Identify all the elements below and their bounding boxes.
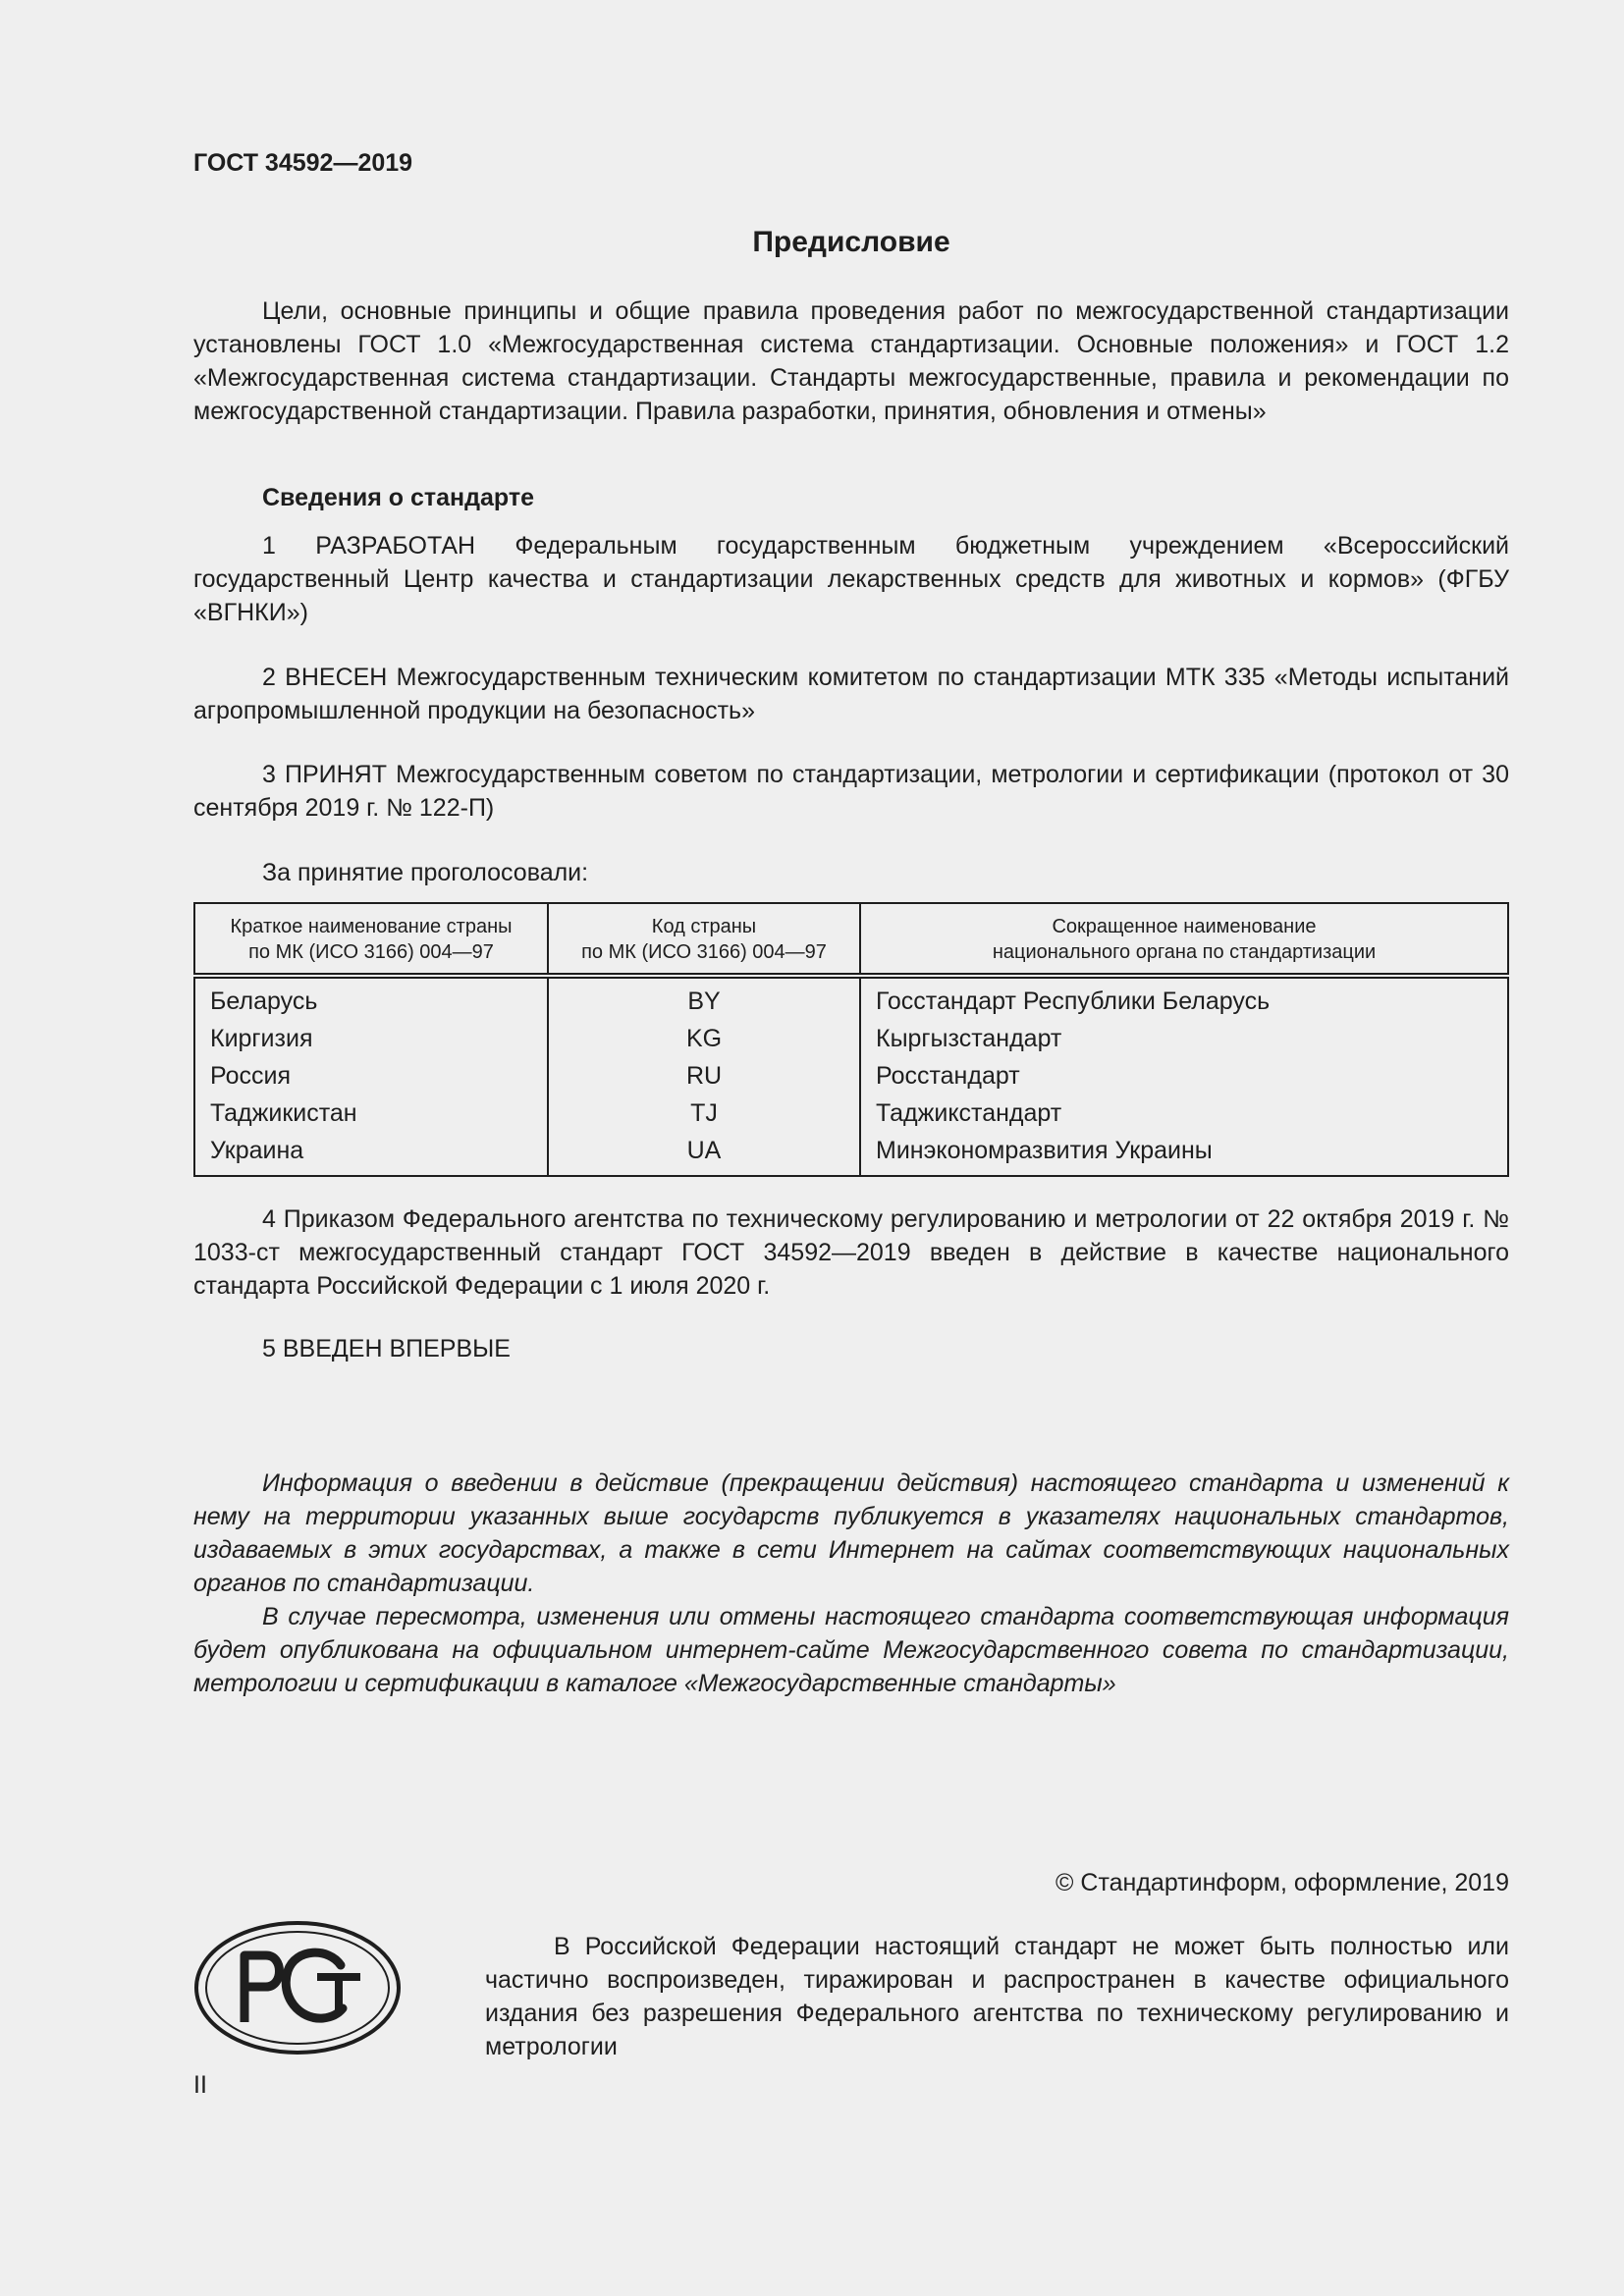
country-code: RU	[548, 1057, 860, 1095]
countries-table	[193, 902, 1509, 1177]
rst-certification-logo-icon	[193, 1920, 402, 2056]
country-code: TJ	[548, 1095, 860, 1132]
document-page	[193, 0, 1509, 2296]
note-publication: Информация о введении в действие (прекращении действия) настоящего стандарта и изменений к нему на территории указанных выше государств публикуется в указателях национальных стандартов, издаваемых в этих государствах, а также в сети Интернет на сайтах соответствующих национальных органов по стандартизации.	[193, 1469, 1509, 1597]
standard-code: ГОСТ 34592—2019	[193, 149, 413, 177]
item-order: 4 Приказом Федерального агентства по техническому регулированию и метрологии от 22 октября 2019 г. № 1033-ст межгосударственный стандарт ГОСТ 34592—2019 введен в действие в качестве национального стандарта Российской Федерации с 1 июля 2020 г.	[193, 1205, 1509, 1300]
info-heading: Сведения о стандарте	[262, 484, 535, 511]
intro-paragraph: Цели, основные принципы и общие правила проведения работ по межгосударственной стандартизации установлены ГОСТ 1.0 «Межгосударственная система стандартизации. Основные положения» и ГОСТ 1.2 «Межгосударственная система стандартизации. Стандарты межгосударственные, правила и рекомендации по межгосударственной стандартизации. Правила разработки, принятия, обновления и отмены»	[193, 297, 1509, 425]
page-title: Предисловие	[752, 226, 950, 258]
item-first-time: 5 ВВЕДЕН ВПЕРВЫЕ	[262, 1335, 511, 1362]
item-adopted: 3 ПРИНЯТ Межгосударственным советом по стандартизации, метрологии и сертификации (протокол от 30 сентября 2019 г. № 122-П)	[193, 761, 1509, 822]
country-code: KG	[548, 1020, 860, 1057]
national-body: Минэкономразвития Украины	[876, 1137, 1213, 1164]
table-row	[194, 976, 1508, 1020]
item-developed: 1 РАЗРАБОТАН Федеральным государственным бюджетным учреждением «Всероссийский государственный Центр качества и стандартизации лекарственных средств для животных и кормов» (ФГБУ «ВГНКИ»)	[193, 532, 1509, 626]
header-country-name: Краткое наименование страны по МК (ИСО 3166) 004—97	[194, 903, 548, 976]
national-body: Росстандарт	[876, 1062, 1020, 1090]
table-header-row	[194, 903, 1508, 976]
table-row	[194, 1020, 1508, 1057]
national-body: Госстандарт Республики Беларусь	[876, 988, 1271, 1015]
country-code: UA	[548, 1132, 860, 1176]
country-name: Украина	[194, 1132, 548, 1176]
header-country-code: Код страны по МК (ИСО 3166) 004—97	[548, 903, 860, 976]
country-name: Киргизия	[194, 1020, 548, 1057]
voted-label: За принятие проголосовали:	[262, 859, 589, 886]
reproduction-notice: В Российской Федерации настоящий стандарт не может быть полностью или частично воспроизведен, тиражирован и распространен в качестве официального издания без разрешения Федерального агентства по техническому регулированию и метрологии	[485, 1933, 1509, 2060]
country-name: Беларусь	[194, 976, 548, 1020]
country-code: BY	[548, 976, 860, 1020]
header-national-body: Сокращенное наименование национального органа по стандартизации	[860, 903, 1508, 976]
page-number: II	[193, 2071, 207, 2099]
national-body: Кыргызстандарт	[876, 1025, 1062, 1052]
table-row	[194, 1132, 1508, 1176]
item-introduced: 2 ВНЕСЕН Межгосударственным техническим комитетом по стандартизации МТК 335 «Методы испытаний агропромышленной продукции на безопасность»	[193, 664, 1509, 724]
copyright-line: © Стандартинформ, оформление, 2019	[1056, 1869, 1509, 1896]
table-row	[194, 1057, 1508, 1095]
national-body: Таджикстандарт	[876, 1099, 1062, 1127]
country-name: Россия	[194, 1057, 548, 1095]
table-row	[194, 1095, 1508, 1132]
note-revision: В случае пересмотра, изменения или отмены настоящего стандарта соответствующая информация будет опубликована на официальном интернет-сайте Межгосударственного совета по стандартизации, метрологии и сертификации в каталоге «Межгосударственные стандарты»	[193, 1603, 1509, 1697]
country-name: Таджикистан	[194, 1095, 548, 1132]
